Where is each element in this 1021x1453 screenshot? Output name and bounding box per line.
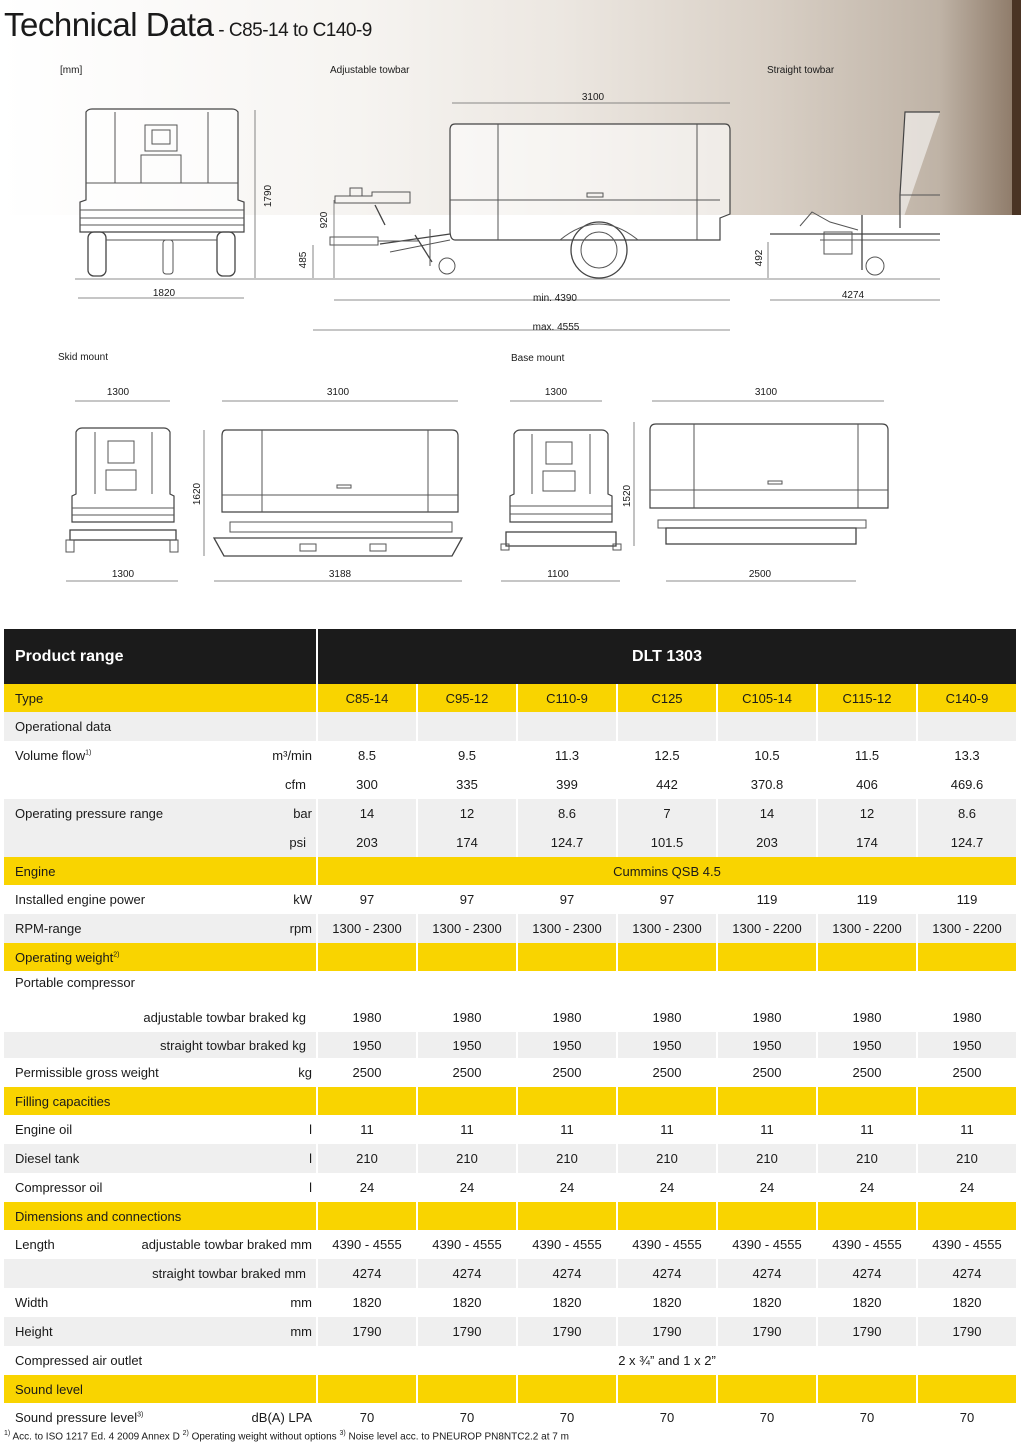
value-cell: 24 (317, 1173, 417, 1202)
value-cell: 1950 (717, 1032, 817, 1058)
base-mount-front-view (501, 430, 621, 550)
value-cell: 11 (417, 1115, 517, 1144)
value-cell: 1950 (417, 1032, 517, 1058)
value-cell: 335 (417, 770, 517, 799)
row-width (4, 1288, 1017, 1317)
dim-1300c: 1300 (544, 387, 568, 398)
value-cell: 97 (317, 885, 417, 914)
value-cell: 24 (817, 1173, 917, 1202)
dim-3100a: 3100 (581, 92, 605, 103)
value-cell: 4390 - 4555 (317, 1230, 417, 1259)
footnote-2: Operating weight without options (188, 1431, 340, 1443)
air-outlet-label: Compressed air outlet (4, 1346, 317, 1375)
engine-label: Engine (4, 857, 317, 885)
type-label: Type (4, 684, 317, 712)
dim-max: max. 4555 (532, 322, 580, 333)
value-cell: 4274 (417, 1259, 517, 1288)
engine-oil-unit: l (309, 1122, 312, 1137)
value-cell: 1820 (717, 1288, 817, 1317)
side-view-portable (330, 124, 730, 278)
value-cell: 4390 - 4555 (917, 1230, 1017, 1259)
value-cell: 4274 (617, 1259, 717, 1288)
air-outlet-value: 2 x ¾” and 1 x 2” (317, 1346, 1017, 1375)
rpm-unit: rpm (289, 921, 312, 936)
row-pressure-bar (4, 799, 1017, 828)
value-cell: 174 (817, 828, 917, 857)
value-cell: 4274 (917, 1259, 1017, 1288)
value-cell: 1820 (517, 1288, 617, 1317)
value-cell: 1820 (917, 1288, 1017, 1317)
row-pressure-psi (4, 828, 1017, 857)
dim-1790: 1790 (263, 184, 274, 208)
value-cell: 1790 (617, 1317, 717, 1346)
title-models: C85-14 to C140-9 (228, 20, 372, 41)
dim-485: 485 (298, 251, 309, 269)
engine-oil-label-cell (4, 1115, 317, 1144)
value-cell: 13.3 (917, 741, 1017, 770)
value-cell: 70 (317, 1403, 417, 1432)
volume-flow-label-cell (4, 741, 317, 770)
header-product-range: Product range (4, 629, 317, 684)
value-cell: 203 (717, 828, 817, 857)
value-cell: 12 (817, 799, 917, 828)
value-cell: 210 (517, 1144, 617, 1173)
value-cell: 4274 (817, 1259, 917, 1288)
value-cell: 210 (717, 1144, 817, 1173)
row-type (4, 684, 1017, 712)
rpm-label-cell (4, 914, 317, 943)
row-volume-flow-cfm (4, 770, 1017, 799)
value-cell: 442 (617, 770, 717, 799)
footnotes (4, 1430, 569, 1442)
gross-weight-unit: kg (298, 1065, 312, 1080)
model-cell: C105-14 (717, 684, 817, 712)
spec-table (4, 629, 1018, 1432)
header-dlt: DLT 1303 (317, 629, 1017, 684)
value-cell: 203 (317, 828, 417, 857)
value-cell: 1980 (717, 971, 817, 1032)
value-cell: 70 (617, 1403, 717, 1432)
value-cell: 1790 (517, 1317, 617, 1346)
value-cell: 1820 (817, 1288, 917, 1317)
value-cell: 1300 - 2300 (517, 914, 617, 943)
row-compressor-oil (4, 1173, 1017, 1202)
value-cell: 1300 - 2200 (817, 914, 917, 943)
row-length-straight (4, 1259, 1017, 1288)
dim-1820: 1820 (152, 288, 176, 299)
skid-mount-side-view (214, 430, 462, 556)
value-cell: 1950 (517, 1032, 617, 1058)
value-cell: 97 (517, 885, 617, 914)
value-cell: 70 (917, 1403, 1017, 1432)
front-view-portable (80, 109, 244, 276)
value-cell: 70 (717, 1403, 817, 1432)
value-cell: 14 (717, 799, 817, 828)
value-cell: 24 (417, 1173, 517, 1202)
value-cell: 70 (817, 1403, 917, 1432)
model-cell: C125 (617, 684, 717, 712)
value-cell: 119 (717, 885, 817, 914)
value-cell: 11 (617, 1115, 717, 1144)
row-engine-power (4, 885, 1017, 914)
row-operating-weight (4, 943, 1017, 971)
pressure-label: Operating pressure range (15, 806, 164, 821)
value-cell: 70 (417, 1403, 517, 1432)
row-diesel-tank (4, 1144, 1017, 1173)
sound-pressure-label-cell (4, 1403, 317, 1432)
height-unit: mm (290, 1324, 312, 1339)
value-cell: 1820 (617, 1288, 717, 1317)
operating-weight-label: Operating weight (15, 949, 114, 965)
length-label-cell (4, 1230, 317, 1259)
value-cell: 97 (417, 885, 517, 914)
portable-label-cell (4, 971, 317, 1032)
skid-mount-label: Skid mount (58, 352, 109, 363)
value-cell: 2500 (417, 1058, 517, 1087)
row-volume-flow-m3 (4, 741, 1017, 770)
model-cell: C95-12 (417, 684, 517, 712)
sound-pressure-label: Sound pressure level (15, 1410, 138, 1425)
footnote-1: Acc. to ISO 1217 Ed. 4 2009 Annex D (10, 1431, 183, 1443)
straight-towbar-label: Straight towbar (767, 65, 835, 76)
dim-min: min. 4390 (533, 293, 577, 304)
value-cell: 1950 (917, 1032, 1017, 1058)
engine-power-label-cell (4, 885, 317, 914)
operating-weight-cell (4, 943, 317, 971)
value-cell: 119 (817, 885, 917, 914)
value-cell: 2500 (517, 1058, 617, 1087)
table-header-row (4, 629, 1017, 684)
dim-3100b: 3100 (326, 387, 350, 398)
value-cell: 370.8 (717, 770, 817, 799)
skid-mount-front-view (66, 428, 178, 552)
value-cell: 4390 - 4555 (817, 1230, 917, 1259)
volume-flow-unit2: cfm (4, 770, 317, 799)
row-filling (4, 1087, 1017, 1115)
value-cell: 1980 (417, 971, 517, 1032)
dim-920: 920 (319, 211, 330, 229)
diesel-tank-unit: l (309, 1151, 312, 1166)
value-cell: 7 (617, 799, 717, 828)
value-cell: 4274 (717, 1259, 817, 1288)
value-cell: 11 (517, 1115, 617, 1144)
dim-4274: 4274 (841, 290, 865, 301)
model-cell: C85-14 (317, 684, 417, 712)
value-cell: 101.5 (617, 828, 717, 857)
engine-power-label: Installed engine power (15, 892, 146, 907)
value-cell: 1300 - 2300 (417, 914, 517, 943)
gross-weight-label: Permissible gross weight (15, 1065, 159, 1080)
value-cell: 70 (517, 1403, 617, 1432)
gross-weight-label-cell (4, 1058, 317, 1087)
footnote-1-mark: 1) (4, 1430, 11, 1437)
value-cell: 124.7 (917, 828, 1017, 857)
value-cell: 4390 - 4555 (417, 1230, 517, 1259)
base-mount-side-view (650, 424, 888, 544)
value-cell: 1820 (417, 1288, 517, 1317)
sound-pressure-sup: 3) (137, 1411, 144, 1419)
value-cell: 97 (617, 885, 717, 914)
pressure-label-cell (4, 799, 317, 828)
value-cell: 11 (717, 1115, 817, 1144)
dimensions-label: Dimensions and connections (4, 1202, 317, 1230)
value-cell: 8.6 (917, 799, 1017, 828)
value-cell: 1980 (917, 971, 1017, 1032)
row-portable-straight (4, 1032, 1017, 1058)
row-engine-oil (4, 1115, 1017, 1144)
value-cell: 1980 (617, 971, 717, 1032)
dim-1520: 1520 (622, 484, 633, 508)
volume-flow-sup: 1) (85, 749, 92, 757)
volume-flow-label: Volume flow (15, 748, 86, 763)
row-portable-adjustable (4, 971, 1017, 1032)
model-cell: C110-9 (517, 684, 617, 712)
compressor-oil-label-cell (4, 1173, 317, 1202)
value-cell: 2500 (917, 1058, 1017, 1087)
value-cell: 10.5 (717, 741, 817, 770)
length-label: Length (15, 1237, 55, 1252)
footnote-3: Noise level acc. to PNEUROP PN8NTC2.2 at 7 m (345, 1431, 569, 1443)
base-mount-label: Base mount (511, 353, 565, 364)
row-air-outlet (4, 1346, 1017, 1375)
row-sound-level (4, 1375, 1017, 1403)
operating-weight-sup: 2) (113, 951, 120, 959)
value-cell: 1790 (317, 1317, 417, 1346)
dim-492: 492 (754, 249, 765, 267)
value-cell: 2500 (617, 1058, 717, 1087)
operational-data-label: Operational data (4, 712, 317, 741)
row-height (4, 1317, 1017, 1346)
value-cell: 210 (817, 1144, 917, 1173)
dim-1620: 1620 (192, 482, 203, 506)
value-cell: 210 (917, 1144, 1017, 1173)
value-cell: 1950 (617, 1032, 717, 1058)
value-cell: 406 (817, 770, 917, 799)
footnote-3-mark: 3) (339, 1430, 346, 1437)
dim-3188: 3188 (328, 569, 352, 580)
value-cell: 4274 (317, 1259, 417, 1288)
rpm-label: RPM-range (15, 921, 82, 936)
title-dash: - (213, 20, 229, 41)
value-cell: 399 (517, 770, 617, 799)
model-cell: C115-12 (817, 684, 917, 712)
dim-3100c: 3100 (754, 387, 778, 398)
straight-towbar-view (770, 112, 940, 275)
value-cell: 4390 - 4555 (717, 1230, 817, 1259)
row-operational-data (4, 712, 1017, 741)
value-cell: 11.5 (817, 741, 917, 770)
height-label-cell (4, 1317, 317, 1346)
portable-label: Portable compressor (15, 975, 135, 990)
value-cell: 11.3 (517, 741, 617, 770)
filling-label: Filling capacities (4, 1087, 317, 1115)
length-sub1: adjustable towbar braked mm (141, 1237, 312, 1252)
volume-flow-unit1: m³/min (272, 748, 312, 763)
dim-1300a: 1300 (106, 387, 130, 398)
row-sound-pressure (4, 1403, 1017, 1432)
value-cell: 24 (517, 1173, 617, 1202)
value-cell: 1790 (717, 1317, 817, 1346)
length-sub2: straight towbar braked mm (4, 1259, 317, 1288)
value-cell: 11 (817, 1115, 917, 1144)
width-label-cell (4, 1288, 317, 1317)
value-cell: 210 (417, 1144, 517, 1173)
row-dimensions (4, 1202, 1017, 1230)
value-cell: 1820 (317, 1288, 417, 1317)
value-cell: 4390 - 4555 (617, 1230, 717, 1259)
adjustable-towbar-label: Adjustable towbar (330, 65, 410, 76)
value-cell: 1950 (817, 1032, 917, 1058)
value-cell: 300 (317, 770, 417, 799)
height-label: Height (15, 1324, 53, 1339)
value-cell: 4274 (517, 1259, 617, 1288)
value-cell: 210 (617, 1144, 717, 1173)
row-length-adjustable (4, 1230, 1017, 1259)
value-cell: 1790 (917, 1317, 1017, 1346)
value-cell: 9.5 (417, 741, 517, 770)
value-cell: 11 (317, 1115, 417, 1144)
value-cell: 14 (317, 799, 417, 828)
dim-1300b: 1300 (111, 569, 135, 580)
title-main: Technical Data (4, 6, 214, 43)
model-cell: C140-9 (917, 684, 1017, 712)
value-cell: 2500 (717, 1058, 817, 1087)
value-cell: 1300 - 2200 (717, 914, 817, 943)
value-cell: 469.6 (917, 770, 1017, 799)
engine-value: Cummins QSB 4.5 (317, 857, 1017, 885)
value-cell: 12 (417, 799, 517, 828)
value-cell: 12.5 (617, 741, 717, 770)
pressure-unit2: psi (4, 828, 317, 857)
value-cell: 124.7 (517, 828, 617, 857)
value-cell: 8.6 (517, 799, 617, 828)
value-cell: 24 (917, 1173, 1017, 1202)
sound-level-label: Sound level (4, 1375, 317, 1403)
diesel-tank-label: Diesel tank (15, 1151, 80, 1166)
value-cell: 1980 (317, 971, 417, 1032)
width-unit: mm (290, 1295, 312, 1310)
value-cell: 1300 - 2200 (917, 914, 1017, 943)
value-cell: 11 (917, 1115, 1017, 1144)
value-cell: 119 (917, 885, 1017, 914)
value-cell: 24 (617, 1173, 717, 1202)
technical-drawings (0, 0, 1021, 600)
value-cell: 8.5 (317, 741, 417, 770)
row-engine (4, 857, 1017, 885)
portable-sub2: straight towbar braked kg (4, 1032, 317, 1058)
value-cell: 1300 - 2300 (617, 914, 717, 943)
unit-label: [mm] (60, 65, 83, 76)
value-cell: 1980 (517, 971, 617, 1032)
engine-oil-label: Engine oil (15, 1122, 73, 1137)
value-cell: 1950 (317, 1032, 417, 1058)
value-cell: 174 (417, 828, 517, 857)
value-cell: 4390 - 4555 (517, 1230, 617, 1259)
value-cell: 1790 (417, 1317, 517, 1346)
value-cell: 1300 - 2300 (317, 914, 417, 943)
value-cell: 2500 (817, 1058, 917, 1087)
value-cell: 210 (317, 1144, 417, 1173)
width-label: Width (15, 1295, 49, 1310)
value-cell: 1790 (817, 1317, 917, 1346)
dim-1100: 1100 (547, 569, 569, 580)
portable-sub1: adjustable towbar braked kg (143, 1010, 306, 1025)
footnote-2-mark: 2) (182, 1430, 189, 1437)
pressure-unit1: bar (293, 806, 312, 821)
compressor-oil-label: Compressor oil (15, 1180, 103, 1195)
diesel-tank-label-cell (4, 1144, 317, 1173)
value-cell: 1980 (817, 971, 917, 1032)
value-cell: 24 (717, 1173, 817, 1202)
dim-2500: 2500 (748, 569, 772, 580)
value-cell: 2500 (317, 1058, 417, 1087)
sound-pressure-unit: dB(A) LPA (251, 1410, 312, 1425)
row-rpm (4, 914, 1017, 943)
compressor-oil-unit: l (309, 1180, 312, 1195)
engine-power-unit: kW (293, 892, 312, 907)
row-gross-weight (4, 1058, 1017, 1087)
